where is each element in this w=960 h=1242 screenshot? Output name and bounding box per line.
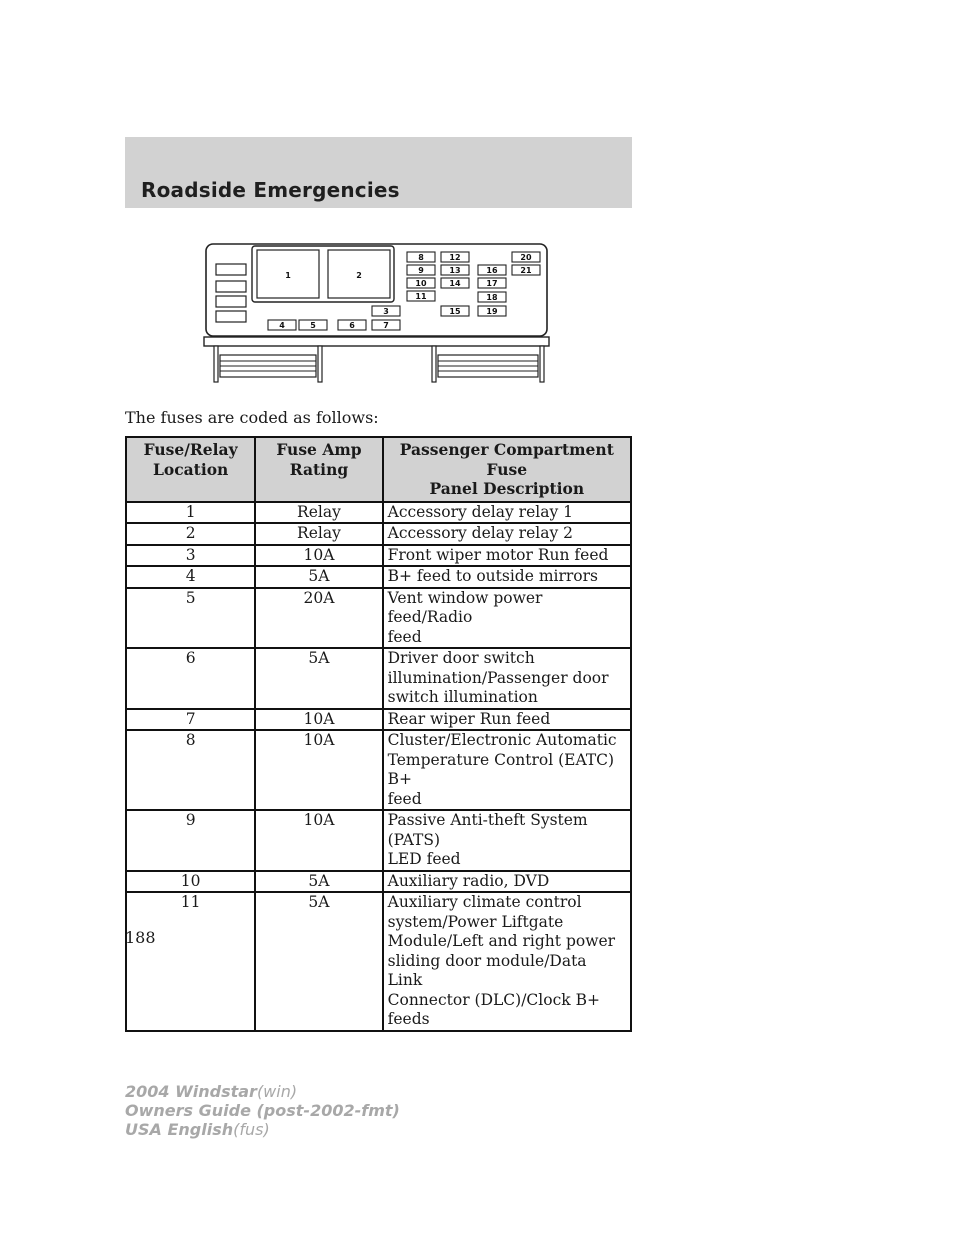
table-row	[126, 648, 631, 709]
fuse-label: 12	[449, 253, 461, 262]
panel-post	[432, 346, 436, 382]
fuse-location: 4	[126, 566, 255, 588]
fuse-label: 4	[279, 321, 285, 330]
description-line: Auxiliary radio, DVD	[387, 871, 550, 890]
header-rating: Fuse Amp Rating	[255, 437, 382, 502]
fuse-label: 9	[418, 266, 424, 275]
table-row	[126, 709, 631, 731]
fuse-location: 2	[126, 523, 255, 545]
fuse-rating: 10A	[255, 810, 382, 871]
fuse-label: 21	[520, 266, 532, 275]
description-line: feed	[387, 789, 422, 808]
table-row	[126, 502, 631, 524]
description-line: Rear wiper Run feed	[387, 709, 551, 728]
fuse-label: 16	[486, 266, 498, 275]
description-line: sliding door module/Data Link	[387, 951, 587, 989]
fuse-location: 6	[126, 648, 255, 709]
fuse-description	[383, 588, 631, 649]
fuse-location: 10	[126, 871, 255, 893]
fuse-description	[383, 871, 631, 893]
description-line: feed	[387, 627, 422, 646]
fuse-panel-diagram	[200, 240, 555, 385]
description-line: Temperature Control (EATC) B+	[387, 750, 615, 788]
description-line: Auxiliary climate control	[387, 893, 582, 911]
fuse-label: 15	[449, 307, 461, 316]
fuse-description	[383, 502, 631, 524]
fuse-label: 5	[310, 321, 316, 330]
fuse-location: 9	[126, 810, 255, 871]
description-line: illumination/Passenger door	[387, 668, 609, 687]
table-row	[126, 871, 631, 893]
panel-post	[540, 346, 544, 382]
fuse-description	[383, 810, 631, 871]
description-line: system/Power Liftgate	[387, 912, 564, 931]
fuse-label: 3	[383, 307, 389, 316]
fuse-label: 10	[415, 279, 427, 288]
description-line: Module/Left and right power	[387, 932, 616, 950]
description-line: Accessory delay relay 2	[387, 524, 573, 542]
fuse-rating: 5A	[255, 892, 382, 1031]
description-line: Front wiper motor Run feed	[387, 545, 609, 564]
fuse-rating: 5A	[255, 566, 382, 588]
relay-label: 2	[356, 271, 362, 280]
fuse-label: 17	[486, 279, 498, 288]
table-row	[126, 892, 631, 1031]
header-location: Fuse/Relay Location	[126, 437, 255, 502]
panel-slot	[216, 311, 246, 322]
fuse-label: 14	[449, 279, 461, 288]
fuse-rating: 10A	[255, 730, 382, 810]
fuse-label: 18	[486, 293, 498, 302]
fuse-location: 3	[126, 545, 255, 567]
fuse-description	[383, 545, 631, 567]
description-line: Driver door switch	[387, 649, 535, 667]
footer-guide: Owners Guide (post-2002-fmt)	[125, 1101, 400, 1120]
table-row	[126, 545, 631, 567]
fuse-location: 11	[126, 892, 255, 1031]
panel-post	[214, 346, 218, 382]
fuse-location: 1	[126, 502, 255, 524]
section-header-band	[125, 137, 632, 208]
fuse-label: 20	[520, 253, 532, 262]
table-row	[126, 566, 631, 588]
footer-model: 2004 Windstar	[125, 1082, 257, 1101]
fuse-description	[383, 648, 631, 709]
header-description: Passenger Compartment Fuse Panel Description	[383, 437, 631, 502]
section-title: Roadside Emergencies	[141, 178, 400, 202]
fuse-description	[383, 566, 631, 588]
fuse-label: 6	[349, 321, 355, 330]
document-footer	[125, 1082, 400, 1139]
intro-text: The fuses are coded as follows:	[125, 408, 379, 427]
fuse-description	[383, 892, 631, 1031]
fuse-table	[125, 436, 632, 1032]
fuse-location: 8	[126, 730, 255, 810]
table-header-row	[126, 437, 631, 502]
fuse-rating: 5A	[255, 648, 382, 709]
fuse-description	[383, 523, 631, 545]
description-line: Vent window power feed/Radio	[387, 588, 543, 626]
panel-slot	[216, 264, 246, 275]
page-number: 188	[125, 928, 156, 947]
fuse-rating: 10A	[255, 545, 382, 567]
description-line: Cluster/Electronic Automatic	[387, 731, 617, 749]
description-line: Passive Anti-theft System (PATS)	[387, 811, 588, 849]
table-row	[126, 810, 631, 871]
description-line: Accessory delay relay 1	[387, 502, 573, 521]
fuse-description	[383, 709, 631, 731]
fuse-label: 11	[415, 292, 427, 301]
panel-slot	[216, 281, 246, 292]
footer-model-code: (win)	[256, 1082, 298, 1101]
panel-post	[318, 346, 322, 382]
fuse-location: 7	[126, 709, 255, 731]
panel-slot	[216, 296, 246, 307]
fuse-label: 19	[486, 307, 498, 316]
panel-rail	[204, 337, 549, 346]
table-row	[126, 730, 631, 810]
fuse-label: 7	[383, 321, 389, 330]
table-row	[126, 588, 631, 649]
description-line: Connector (DLC)/Clock B+ feeds	[387, 990, 600, 1028]
footer-language-code: (fus)	[233, 1120, 270, 1139]
table-row	[126, 523, 631, 545]
description-line: switch illumination	[387, 688, 538, 706]
fuse-rating: 5A	[255, 871, 382, 893]
description-line: B+ feed to outside mirrors	[387, 567, 598, 585]
fuse-rating: Relay	[255, 523, 382, 545]
description-line: LED feed	[387, 850, 461, 868]
relay-label: 1	[285, 271, 291, 280]
fuse-description	[383, 730, 631, 810]
fuse-label: 8	[418, 253, 424, 262]
fuse-rating: 20A	[255, 588, 382, 649]
fuse-rating: Relay	[255, 502, 382, 524]
footer-language: USA English	[125, 1120, 234, 1139]
fuse-location: 5	[126, 588, 255, 649]
fuse-rating: 10A	[255, 709, 382, 731]
fuse-label: 13	[449, 266, 461, 275]
